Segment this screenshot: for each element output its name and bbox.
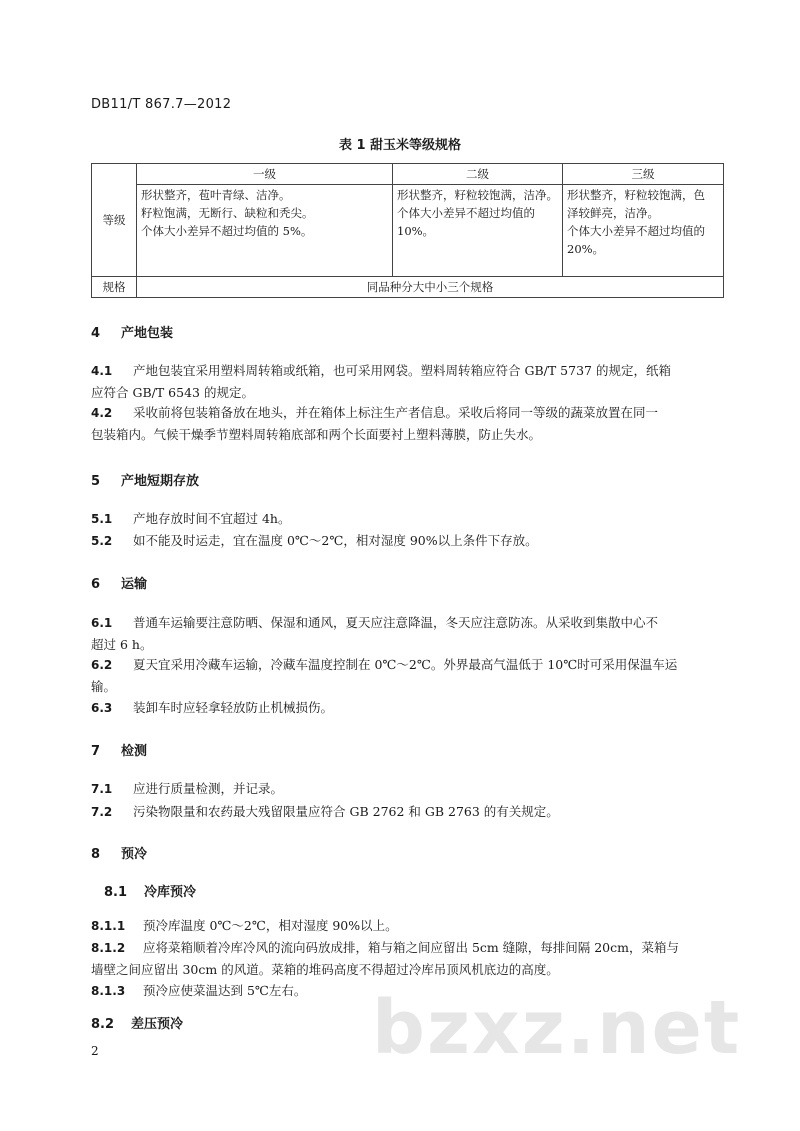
clause-number: 8.1.2 (91, 941, 126, 955)
row-head-grade: 等级 (92, 164, 137, 277)
clause-8-1-1 (91, 915, 727, 937)
cell-grade-2 (393, 185, 563, 277)
clause-text: 输。 (91, 679, 117, 694)
clause-text: 夏天宜采用冷藏车运输，冷藏车温度控制在 0℃～2℃。外界最高气温低于 10℃时可采用保温车运 (133, 657, 678, 672)
heading-8-1 (104, 881, 196, 900)
cell-line: 形状整齐，苞叶青绿、洁净。 (141, 188, 291, 202)
heading-number: 4 (91, 326, 101, 341)
clause-text: 包装箱内。气候干燥季节塑料周转箱底部和两个长面要衬上塑料薄膜，防止失水。 (91, 427, 542, 442)
heading-number: 5 (91, 474, 101, 489)
clause-8-1-2 (91, 937, 727, 980)
clause-number: 4.1 (91, 364, 113, 378)
col-head-grade-1: 一级 (137, 164, 393, 185)
clause-number: 4.2 (91, 406, 113, 420)
clause-text: 超过 6 h。 (91, 637, 153, 652)
heading-title: 差压预冷 (131, 1017, 184, 1032)
cell-line: 个体大小差异不超过均值的 (397, 206, 535, 220)
document-code: DB11/T 867.7—2012 (91, 97, 232, 112)
heading-number: 6 (91, 577, 101, 592)
heading-8-2 (91, 1013, 183, 1032)
clause-text: 采收前将包装箱备放在地头，并在箱体上标注生产者信息。采收后将同一等级的蔬菜放置在同一 (133, 405, 659, 420)
clause-6-3 (91, 697, 727, 719)
clause-text: 预冷应使菜温达到 5℃左右。 (143, 983, 307, 998)
heading-title: 检测 (121, 744, 148, 759)
clause-number: 7.1 (91, 782, 113, 796)
cell-line: 形状整齐，籽粒较饱满，色 (567, 188, 705, 202)
heading-number: 8.2 (91, 1017, 115, 1032)
clause-text: 墙壁之间应留出 30cm 的风道。菜箱的堆码高度不得超过冷库吊顶风机底边的高度。 (91, 962, 559, 977)
clause-number: 8.1.3 (91, 984, 126, 998)
clause-number: 5.2 (91, 534, 113, 548)
watermark-text: bzxz.net (372, 985, 742, 1071)
cell-line: 形状整齐，籽粒较饱满，洁净。 (397, 188, 558, 202)
clause-number: 5.1 (91, 512, 113, 526)
heading-title: 产地短期存放 (121, 474, 200, 489)
cell-spec: 同品种分大中小三个规格 (137, 277, 724, 298)
heading-title: 预冷 (121, 847, 148, 862)
clause-text: 预冷库温度 0℃～2℃，相对湿度 90%以上。 (143, 918, 398, 933)
cell-line: 个体大小差异不超过均值的 (567, 224, 705, 238)
grade-spec-table (91, 163, 724, 298)
table-title: 表 1 甜玉米等级规格 (338, 138, 462, 153)
clause-7-1 (91, 778, 727, 800)
clause-text: 产地包装宜采用塑料周转箱或纸箱，也可采用网袋。塑料周转箱应符合 GB/T 5737 的规定，纸箱 (133, 363, 671, 378)
heading-5 (91, 470, 199, 489)
row-head-spec: 规格 (92, 277, 137, 298)
clause-number: 7.2 (91, 805, 113, 819)
heading-6 (91, 573, 147, 592)
cell-line: 籽粒饱满，无断行、缺粒和秃尖。 (141, 206, 314, 220)
cell-grade-3 (563, 185, 724, 277)
clause-text: 如不能及时运走，宜在温度 0℃～2℃，相对湿度 90%以上条件下存放。 (133, 533, 538, 548)
heading-4 (91, 322, 173, 341)
heading-number: 8 (91, 847, 101, 862)
cell-line: 泽较鲜亮，洁净。 (567, 206, 659, 220)
heading-title: 冷库预冷 (144, 885, 197, 900)
clause-6-2 (91, 654, 727, 697)
page-number: 2 (91, 1044, 99, 1058)
heading-number: 8.1 (104, 885, 128, 900)
clause-5-2 (91, 530, 727, 552)
cell-grade-1 (137, 185, 393, 277)
clause-text: 应符合 GB/T 6543 的规定。 (91, 385, 254, 400)
heading-number: 7 (91, 744, 101, 759)
clause-6-1 (91, 612, 727, 655)
clause-text: 装卸车时应轻拿轻放防止机械损伤。 (133, 700, 334, 715)
clause-5-1 (91, 508, 727, 530)
clause-text: 普通车运输要注意防晒、保湿和通风，夏天应注意降温，冬天应注意防冻。从采收到集散中心不 (133, 615, 659, 630)
clause-number: 6.1 (91, 616, 113, 630)
clause-4-2 (91, 402, 727, 445)
clause-number: 6.2 (91, 658, 113, 672)
clause-text: 污染物限量和农药最大残留限量应符合 GB 2762 和 GB 2763 的有关规定。 (133, 804, 559, 819)
cell-line: 20%。 (567, 242, 605, 256)
clause-number: 6.3 (91, 701, 113, 715)
clause-4-1 (91, 360, 727, 403)
clause-text: 应进行质量检测，并记录。 (133, 781, 284, 796)
cell-line: 10%。 (397, 224, 435, 238)
col-head-grade-3: 三级 (563, 164, 724, 185)
clause-text: 应将菜箱顺着冷库冷风的流向码放成排，箱与箱之间应留出 5cm 缝隙，每排间隔 20cm，菜箱与 (143, 940, 679, 955)
clause-7-2 (91, 801, 727, 823)
clause-text: 产地存放时间不宜超过 4h。 (133, 511, 291, 526)
heading-8 (91, 843, 147, 862)
heading-7 (91, 740, 147, 759)
heading-title: 运输 (121, 577, 148, 592)
cell-line: 个体大小差异不超过均值的 5%。 (141, 224, 313, 238)
col-head-grade-2: 二级 (393, 164, 563, 185)
heading-title: 产地包装 (121, 326, 174, 341)
clause-number: 8.1.1 (91, 919, 126, 933)
